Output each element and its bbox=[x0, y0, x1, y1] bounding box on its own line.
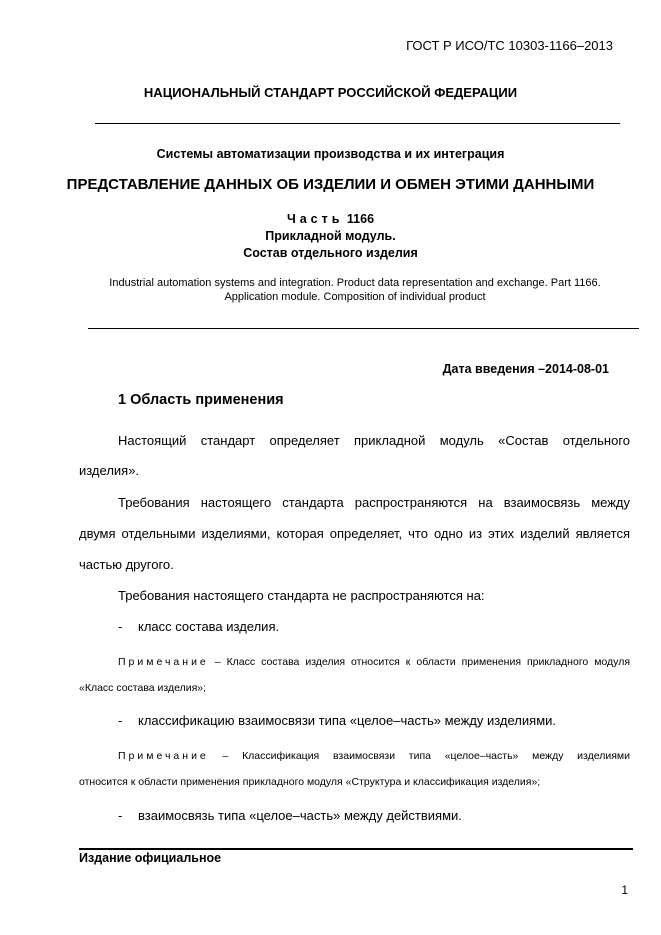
note-dash: – bbox=[214, 656, 221, 668]
divider-middle bbox=[88, 328, 639, 329]
paragraph-1-line-2: изделия». bbox=[79, 463, 140, 478]
note-label: Примечание bbox=[118, 750, 209, 762]
english-title bbox=[60, 276, 650, 304]
list-item-text: взаимосвязь типа «целое–часть» между действиями. bbox=[138, 808, 462, 823]
list-item-text: класс состава изделия. bbox=[138, 619, 280, 634]
list-bullet: - bbox=[118, 713, 123, 728]
list-bullet: - bbox=[118, 808, 123, 823]
note-text: Классификация взаимосвязи типа «целое–часть» между изделиями bbox=[242, 750, 630, 762]
note-text: Класс состава изделия относится к области применения прикладного модуля bbox=[226, 656, 631, 668]
note-2-line-1 bbox=[118, 750, 630, 762]
standard-main-title: ПРЕДСТАВЛЕНИЕ ДАННЫХ ОБ ИЗДЕЛИИ И ОБМЕН ЭТИМИ ДАННЫМИ bbox=[66, 176, 595, 193]
section-heading: 1 Область применения bbox=[118, 392, 284, 408]
page-number: 1 bbox=[621, 883, 628, 897]
list-item bbox=[118, 808, 462, 823]
official-edition-label: Издание официальное bbox=[79, 851, 222, 865]
part-number: 1166 bbox=[346, 212, 375, 226]
introduction-date: Дата введения –2014-08-01 bbox=[442, 362, 609, 376]
paragraph-1-line-1: Настоящий стандарт определяет прикладной модуль «Состав отдельного bbox=[118, 433, 630, 448]
document-code: ГОСТ Р ИСО/ТС 10303-1166–2013 bbox=[406, 38, 613, 53]
module-line: Прикладной модуль. bbox=[265, 229, 396, 243]
note-1-line-2: «Класс состава изделия»; bbox=[79, 682, 207, 694]
part-line bbox=[0, 212, 661, 226]
paragraph-2-line-1: Требования настоящего стандарта распространяются на взаимосвязь между bbox=[118, 495, 630, 510]
national-standard-title: НАЦИОНАЛЬНЫЙ СТАНДАРТ РОССИЙСКОЙ ФЕДЕРАЦИИ bbox=[143, 85, 518, 100]
note-2-line-2: относится к области применения прикладного модуля «Структура и классификация изделия»; bbox=[79, 776, 541, 788]
part-word: Часть bbox=[286, 212, 344, 226]
divider-footer bbox=[79, 848, 633, 850]
composition-line: Состав отдельного изделия bbox=[243, 246, 418, 260]
english-title-line-1: Industrial automation systems and integration. Product data representation and exchange. Part 1166. bbox=[109, 277, 601, 289]
note-1-line-1 bbox=[118, 656, 630, 668]
paragraph-2-line-2: двумя отдельными изделиями, которая определяет, что одно из этих изделий является bbox=[79, 526, 630, 541]
list-item-text: классификацию взаимосвязи типа «целое–часть» между изделиями. bbox=[138, 713, 557, 728]
list-item bbox=[118, 619, 279, 634]
standard-subtitle: Системы автоматизации производства и их интеграция bbox=[156, 147, 505, 161]
list-bullet: - bbox=[118, 619, 123, 634]
english-title-line-2: Application module. Composition of individual product bbox=[224, 291, 486, 303]
divider-top bbox=[95, 123, 620, 124]
paragraph-3: Требования настоящего стандарта не распространяются на: bbox=[118, 588, 485, 603]
note-label: Примечание bbox=[118, 656, 209, 668]
list-item bbox=[118, 713, 556, 728]
paragraph-2-line-3: частью другого. bbox=[79, 557, 174, 572]
note-dash: – bbox=[222, 750, 229, 762]
